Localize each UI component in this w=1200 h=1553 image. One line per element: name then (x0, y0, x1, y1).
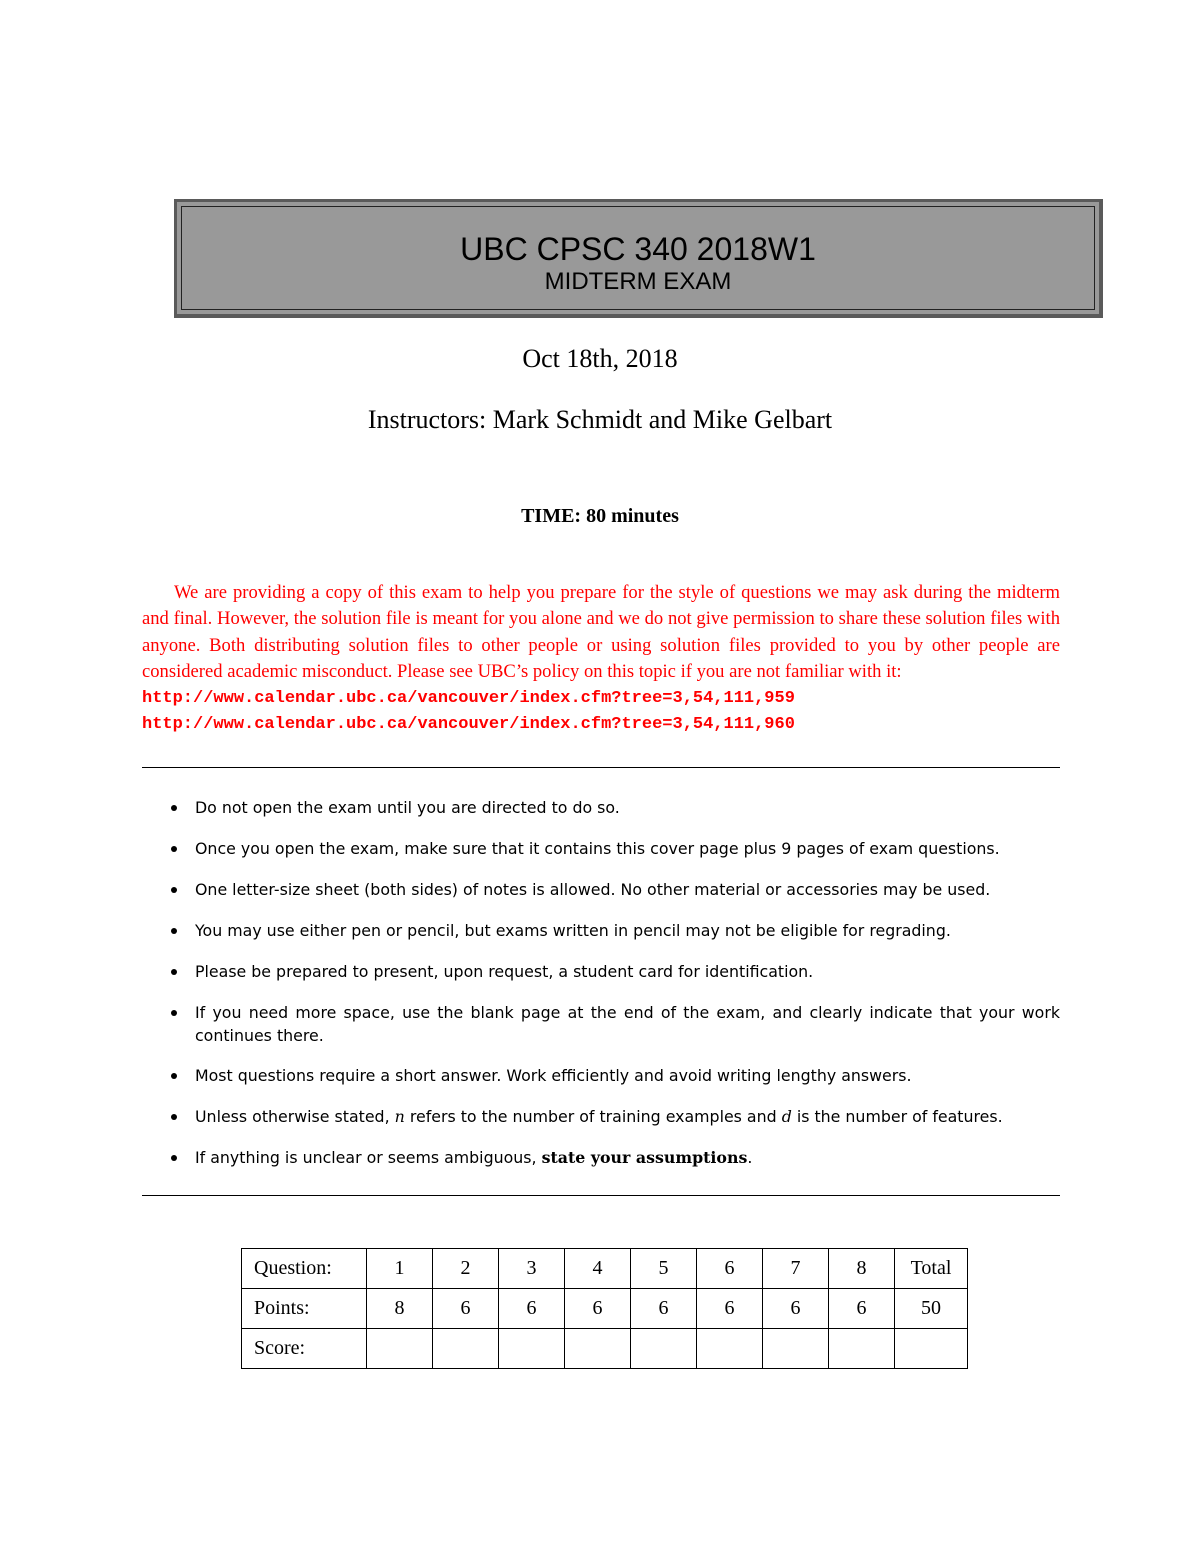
bullet-icon (171, 1073, 177, 1079)
points-row (242, 1289, 968, 1329)
exam-time (0, 505, 1200, 528)
title-inner-border (181, 206, 1095, 310)
row-label: Points: (242, 1289, 367, 1329)
score-cell (829, 1329, 895, 1369)
course-title: UBC CPSC 340 2018W1 (460, 231, 816, 267)
points-cell: 6 (433, 1289, 499, 1329)
instruction-item: If anything is unclear or seems ambiguous, state your assumptions. (142, 1146, 1060, 1169)
instruction-item: You may use either pen or pencil, but exams written in pencil may not be eligible for regrading. (142, 919, 1060, 942)
exam-date: Oct 18th, 2018 (522, 344, 678, 373)
points-cell: 6 (697, 1289, 763, 1329)
score-cell (499, 1329, 565, 1369)
question-cell: 5 (631, 1249, 697, 1289)
state-assumptions-emphasis: state your assumptions (541, 1148, 748, 1167)
policy-link-1[interactable]: http://www.calendar.ubc.ca/vancouver/index.cfm?tree=3,54,111,959 (142, 688, 795, 708)
exam-title-box (174, 199, 1103, 318)
score-cell (565, 1329, 631, 1369)
instruction-item: Do not open the exam until you are directed to do so. (142, 796, 1060, 819)
question-cell: 4 (565, 1249, 631, 1289)
policy-link-2[interactable]: http://www.calendar.ubc.ca/vancouver/index.cfm?tree=3,54,111,960 (142, 715, 795, 735)
score-cell (697, 1329, 763, 1369)
bullet-icon (171, 928, 177, 934)
score-cell (763, 1329, 829, 1369)
divider-top (142, 767, 1060, 768)
time-value: 80 minutes (586, 505, 679, 527)
instruction-item: Please be prepared to present, upon request, a student card for identification. (142, 960, 1060, 983)
notice-text: We are providing a copy of this exam to help you prepare for the style of questions we may ask during the midterm and final. However, the solution file is meant for you alone and we do not give permission to share these solution files with anyone. Both distributing solution files to other people or using solution files provided to you by other people are considered academic misconduct. Please see UBC’s policy on this topic if you are not familiar with it: (142, 582, 1060, 683)
points-cell: 6 (829, 1289, 895, 1329)
academic-integrity-notice (142, 580, 1060, 738)
points-cell: 6 (631, 1289, 697, 1329)
grade-table (241, 1248, 968, 1369)
score-cell-total (895, 1329, 968, 1369)
instruction-item: Unless otherwise stated, n refers to the number of training examples and d is the number of features. (142, 1105, 1060, 1128)
instruction-item: Most questions require a short answer. Work efficiently and avoid writing lengthy answers. (142, 1064, 1060, 1087)
score-cell (433, 1329, 499, 1369)
instruction-item: If you need more space, use the blank page at the end of the exam, and clearly indicate that your work continues there. (142, 1001, 1060, 1047)
bullet-icon (171, 969, 177, 975)
question-cell: 3 (499, 1249, 565, 1289)
points-cell: 6 (565, 1289, 631, 1329)
question-cell: 8 (829, 1249, 895, 1289)
points-cell: 6 (763, 1289, 829, 1329)
var-d: d (781, 1107, 792, 1126)
points-cell: 8 (367, 1289, 433, 1329)
bullet-icon (171, 1010, 177, 1016)
points-cell: 6 (499, 1289, 565, 1329)
instructors: Instructors: Mark Schmidt and Mike Gelbart (367, 405, 833, 434)
bullet-icon (171, 846, 177, 852)
question-cell: 1 (367, 1249, 433, 1289)
question-cell: 2 (433, 1249, 499, 1289)
instructions-list (142, 796, 1060, 1187)
question-cell: 7 (763, 1249, 829, 1289)
exam-type: MIDTERM EXAM (544, 268, 732, 295)
row-label: Score: (242, 1329, 367, 1369)
bullet-icon (171, 887, 177, 893)
bullet-icon (171, 805, 177, 811)
bullet-icon (171, 1155, 177, 1161)
divider-bottom (142, 1195, 1060, 1196)
bullet-icon (171, 1114, 177, 1120)
row-label: Question: (242, 1249, 367, 1289)
var-n: n (394, 1107, 405, 1126)
time-label: TIME: (521, 505, 582, 527)
instruction-item: Once you open the exam, make sure that it contains this cover page plus 9 pages of exam questions. (142, 837, 1060, 860)
score-cell (367, 1329, 433, 1369)
points-cell-total: 50 (895, 1289, 968, 1329)
score-row (242, 1329, 968, 1369)
instruction-item: One letter-size sheet (both sides) of notes is allowed. No other material or accessories may be used. (142, 878, 1060, 901)
question-cell-total: Total (895, 1249, 968, 1289)
question-cell: 6 (697, 1249, 763, 1289)
question-row (242, 1249, 968, 1289)
score-cell (631, 1329, 697, 1369)
